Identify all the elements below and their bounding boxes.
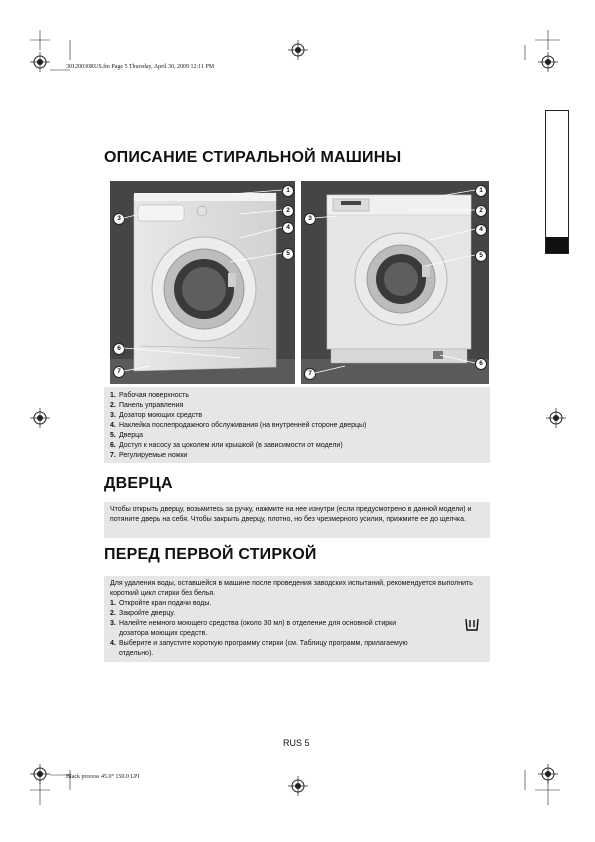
callout-7: 7 — [113, 366, 125, 378]
page-number: RUS 5 — [283, 738, 310, 748]
door-instructions: Чтобы открыть дверцу, возьмитесь за ручку, нажмите на нее изнутри (если предусмотрено в данной модели) и потяните дверь на себя. Чтобы закрыть дверцу, плотно, но без чрезмерного усилия, прижмите ее до щелчка. — [110, 506, 472, 523]
section-heading-description: ОПИСАНИЕ СТИРАЛЬНОЙ МАШИНЫ — [104, 149, 402, 166]
list-item: 1. Рабочая поверхность — [110, 392, 189, 399]
callout-1: 1 — [282, 185, 294, 197]
section-heading-first-wash: ПЕРЕД ПЕРВОЙ СТИРКОЙ — [104, 546, 317, 563]
callout-3: 3 — [304, 213, 316, 225]
first-wash-panel — [104, 576, 490, 662]
first-wash-intro: Для удаления воды, оставшейся в машине после проведения заводских испытаний, рекомендуется выполнить короткий цикл стирки без белья. — [110, 580, 473, 597]
list-item: дозатора моющих средств. — [119, 630, 208, 637]
print-slug-bottom: Black process 45.0° 150.0 LPI — [66, 774, 140, 780]
list-item: 6. Доступ к насосу за цоколем или крышкой (в зависимости от модели) — [110, 442, 343, 449]
main-wash-compartment-icon — [464, 618, 480, 632]
list-item: 4. Наклейка послепродажного обслуживания (на внутренней стороне дверцы) — [110, 422, 367, 429]
list-item: 4. Выберите и запустите короткую программу стирки (см. Таблицу программ, прилагаемую — [110, 640, 408, 647]
list-item: 1. Откройте кран подачи воды. — [110, 600, 212, 607]
callout-1: 1 — [475, 185, 487, 197]
callout-4: 4 — [282, 222, 294, 234]
list-item: 2. Закройте дверцу. — [110, 610, 176, 617]
callout-3: 3 — [113, 213, 125, 225]
callout-6: 6 — [475, 358, 487, 370]
callout-2: 2 — [475, 205, 487, 217]
callout-6: 6 — [113, 343, 125, 355]
list-item: 3. Налейте немного моющего средства (около 30 мл) в отделение для основной стирки — [110, 620, 397, 627]
callout-5: 5 — [475, 250, 487, 262]
list-item: отдельно). — [119, 650, 154, 657]
first-wash-steps — [110, 599, 408, 659]
section-heading-door: ДВЕРЦА — [104, 475, 173, 492]
list-item: 2. Панель управления — [110, 402, 184, 409]
list-item: 3. Дозатор моющих средств — [110, 412, 203, 419]
callout-5: 5 — [282, 248, 294, 260]
callout-4: 4 — [475, 224, 487, 236]
list-item: 5. Дверца — [110, 432, 144, 439]
list-item: 7. Регулируемые ножки — [110, 452, 188, 459]
parts-list-panel — [104, 387, 490, 463]
callout-7: 7 — [304, 368, 316, 380]
door-info-panel — [104, 502, 490, 538]
callout-2: 2 — [282, 205, 294, 217]
print-slug-top: 30120030RUS.fm Page 5 Thursday, April 30, 2009 12:11 PM — [66, 64, 215, 70]
parts-list — [110, 391, 366, 461]
